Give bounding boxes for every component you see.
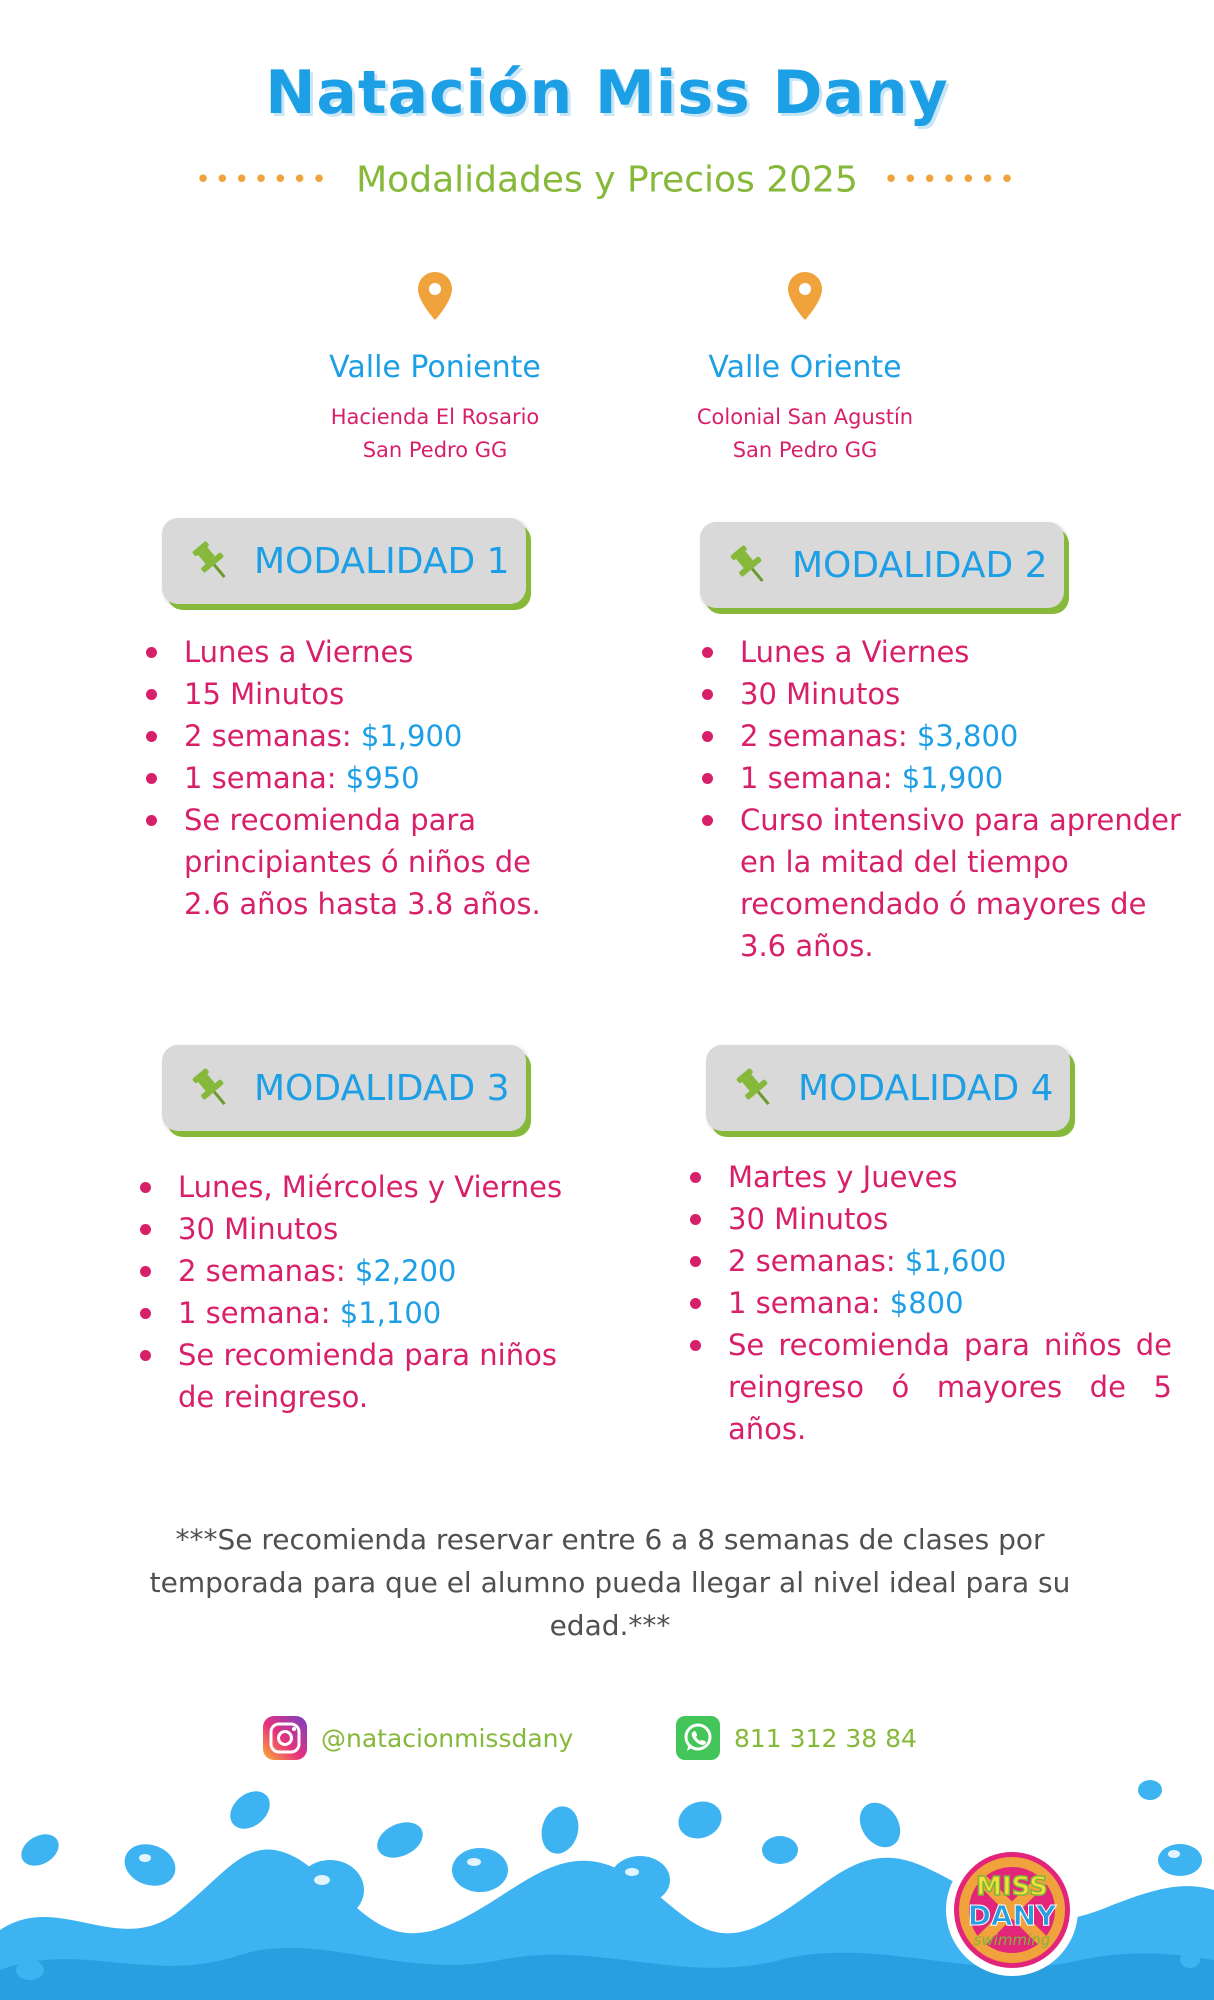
instagram-handle[interactable]: @natacionmissdany	[321, 1723, 574, 1753]
list-item: 15 Minutos	[146, 673, 586, 715]
pushpin-icon	[726, 542, 772, 588]
price-label: 2 semanas:	[740, 719, 908, 753]
pushpin-icon	[732, 1065, 778, 1111]
decorative-dots-left: •••••••	[195, 165, 331, 195]
season-note: ***Se recomienda reservar entre 6 a 8 semanas de clases por temporada para que el alumno pueda llegar al nivel ideal para su edad.***	[149, 1523, 1071, 1642]
list-item	[146, 757, 586, 799]
list-item	[140, 1292, 600, 1334]
pushpin-icon	[188, 1065, 234, 1111]
price-value: $950	[345, 761, 420, 795]
decorative-dots-right: •••••••	[883, 165, 1019, 195]
map-pin-icon	[788, 272, 822, 320]
list-item: 30 Minutos	[690, 1198, 1172, 1240]
price-label: 2 semanas:	[728, 1244, 896, 1278]
list-item	[702, 757, 1182, 799]
list-item: 30 Minutos	[140, 1208, 600, 1250]
location-name: Valle Poniente	[329, 350, 541, 385]
price-label: 1 semana:	[178, 1296, 331, 1330]
whatsapp-number[interactable]: 811 312 38 84	[734, 1723, 917, 1753]
list-item	[140, 1250, 600, 1292]
price-value: $1,900	[360, 719, 463, 753]
location-name: Valle Oriente	[708, 350, 902, 385]
modalidad-1-badge	[162, 518, 526, 604]
modalidad-label: MODALIDAD 4	[798, 1067, 1054, 1109]
subtitle-row	[0, 158, 1214, 201]
price-label: 2 semanas:	[184, 719, 352, 753]
logo-text: DANY	[967, 1899, 1057, 1932]
list-item: Lunes a Viernes	[702, 631, 1182, 673]
list-item: Se recomienda para niños de reingreso.	[140, 1334, 600, 1418]
list-item: Lunes a Viernes	[146, 631, 586, 673]
logo-text: swimming	[973, 1931, 1051, 1949]
modalidad-4-details	[690, 1156, 1172, 1450]
modalidad-3-badge	[162, 1045, 526, 1131]
price-label: 1 semana:	[728, 1286, 881, 1320]
modalidad-label: MODALIDAD 2	[792, 544, 1048, 586]
price-label: 1 semana:	[184, 761, 337, 795]
location-address: Hacienda El Rosario	[330, 405, 540, 429]
instagram-icon[interactable]	[263, 1716, 307, 1760]
list-item: Curso intensivo para aprender en la mitad del tiempo recomendado ó mayores de 3.6 años.	[702, 799, 1182, 967]
modalidad-1-details	[146, 631, 586, 925]
price-value: $2,200	[354, 1254, 457, 1288]
price-value: $1,100	[339, 1296, 442, 1330]
miss-dany-logo	[946, 1844, 1078, 1976]
page-title: Natación Miss Dany	[265, 58, 949, 128]
location-address: Colonial San Agustín	[696, 405, 914, 429]
modalidad-4-badge	[706, 1045, 1070, 1131]
list-item: 30 Minutos	[702, 673, 1182, 715]
water-splash-decoration	[0, 1770, 1214, 2000]
list-item	[702, 715, 1182, 757]
modalidad-2-details	[702, 631, 1182, 967]
price-value: $800	[889, 1286, 964, 1320]
location-valle-oriente	[660, 272, 950, 467]
list-item: Martes y Jueves	[690, 1156, 1172, 1198]
price-label: 2 semanas:	[178, 1254, 346, 1288]
whatsapp-contact[interactable]	[676, 1716, 917, 1760]
list-item: Se recomienda para niños de reingreso ó mayores de 5 años.	[690, 1324, 1172, 1450]
list-item: Lunes, Miércoles y Viernes	[140, 1166, 600, 1208]
price-value: $1,600	[904, 1244, 1007, 1278]
modalidad-2-badge	[700, 522, 1064, 608]
pushpin-icon	[188, 538, 234, 584]
instagram-contact[interactable]	[263, 1716, 573, 1760]
modalidad-3-details	[140, 1166, 600, 1418]
list-item	[690, 1240, 1172, 1282]
list-item	[146, 715, 586, 757]
list-item	[690, 1282, 1172, 1324]
location-city: San Pedro GG	[732, 438, 878, 462]
location-city: San Pedro GG	[362, 438, 508, 462]
page-subtitle: Modalidades y Precios 2025	[356, 159, 858, 201]
list-item: Se recomienda para principiantes ó niños de 2.6 años hasta 3.8 años.	[146, 799, 586, 925]
whatsapp-icon[interactable]	[676, 1716, 720, 1760]
location-valle-poniente	[300, 272, 570, 467]
price-value: $1,900	[901, 761, 1004, 795]
modalidad-label: MODALIDAD 3	[254, 1067, 510, 1109]
price-value: $3,800	[916, 719, 1019, 753]
modalidad-label: MODALIDAD 1	[254, 540, 510, 582]
logo-text: MISS	[976, 1872, 1048, 1902]
map-pin-icon	[418, 272, 452, 320]
price-label: 1 semana:	[740, 761, 893, 795]
